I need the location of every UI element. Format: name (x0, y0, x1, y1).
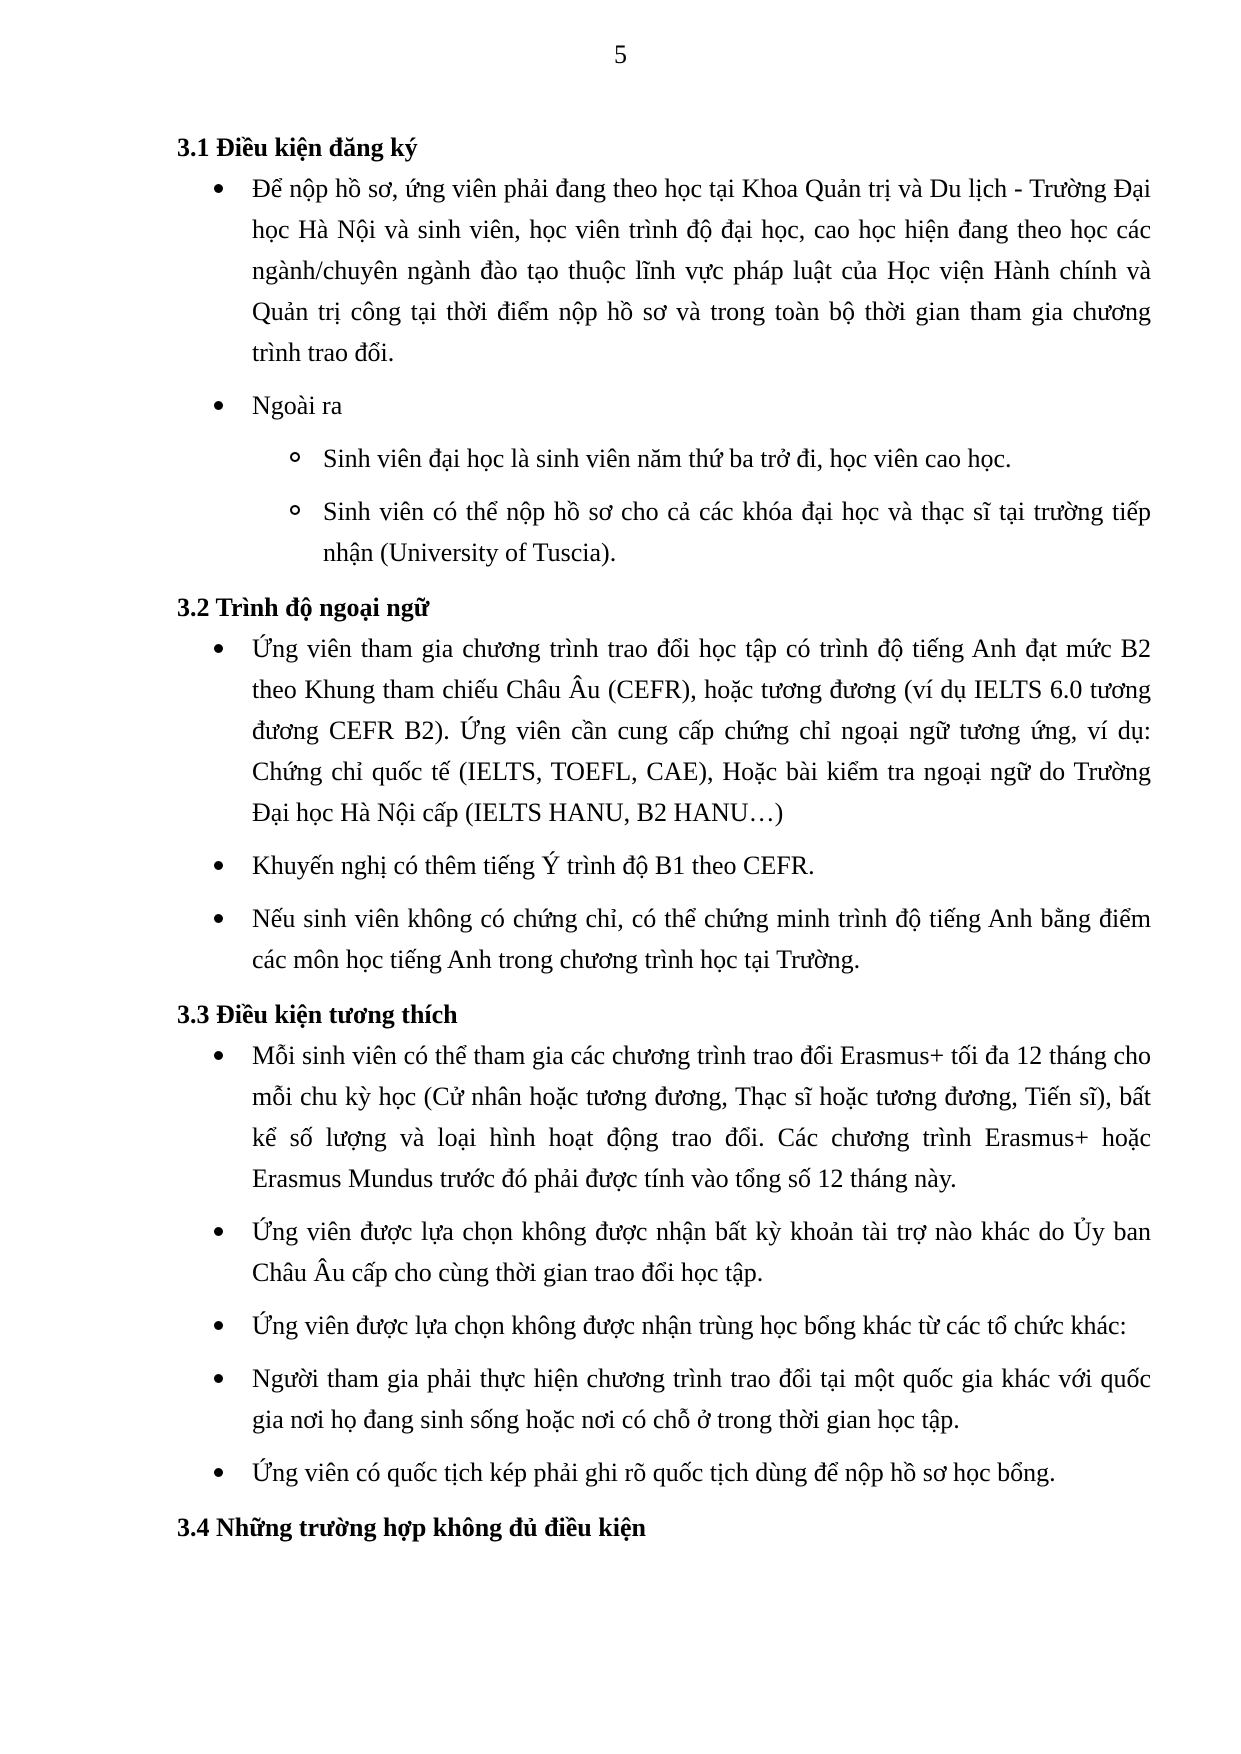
list-item (252, 168, 1151, 373)
page-number: 5 (614, 40, 627, 69)
list-item-text: Mỗi sinh viên có thể tham gia các chương trình trao đổi Erasmus+ tối đa 12 tháng cho mỗi chu kỳ học (Cử nhân hoặc tương đương, Thạc sĩ hoặc tương đương, Tiến sĩ), bất kể số lượng và loại hình hoạt động trao đổi. Các chương trình Erasmus+ hoặc Erasmus Mundus trước đó phải được tính vào tổng số 12 tháng này. (252, 1041, 1151, 1193)
list-item-text: Người tham gia phải thực hiện chương trình trao đổi tại một quốc gia khác với quốc gia nơi họ đang sinh sống hoặc nơi có chỗ ở trong thời gian học tập. (252, 1364, 1151, 1434)
bullet-dot-icon (214, 1051, 223, 1060)
list-item-text: Nếu sinh viên không có chứng chỉ, có thể chứng minh trình độ tiếng Anh bằng điểm các môn học tiếng Anh trong chương trình học tại Trường. (252, 904, 1151, 974)
sub-list-item (323, 491, 1151, 573)
list-item-text: Khuyến nghị có thêm tiếng Ý trình độ B1 theo CEFR. (252, 851, 815, 880)
list-item (252, 898, 1151, 980)
sub-list-item (323, 438, 1151, 479)
bullet-circle-icon (290, 505, 300, 515)
bullet-circle-icon (290, 452, 300, 462)
bullet-dot-icon (214, 1374, 223, 1383)
list-item (252, 628, 1151, 833)
section-heading: 3.4 Những trường hợp không đủ điều kiện (177, 1513, 646, 1542)
bullet-dot-icon (214, 1321, 223, 1330)
bullet-dot-icon (214, 914, 223, 923)
sub-list-item-text: Sinh viên đại học là sinh viên năm thứ ba trở đi, học viên cao học. (323, 444, 1012, 473)
sub-list-item-text: Sinh viên có thể nộp hồ sơ cho cả các khóa đại học và thạc sĩ tại trường tiếp nhận (University of Tuscia). (323, 497, 1151, 567)
list-item (252, 1035, 1151, 1199)
list-item-text: Ứng viên được lựa chọn không được nhận bất kỳ khoản tài trợ nào khác do Ủy ban Châu Âu cấp cho cùng thời gian trao đổi học tập. (252, 1217, 1151, 1287)
bullet-dot-icon (214, 401, 223, 410)
bullet-dot-icon (214, 184, 223, 193)
list-item-text: Ứng viên được lựa chọn không được nhận trùng học bổng khác từ các tổ chức khác: (252, 1311, 1127, 1340)
bullet-dot-icon (214, 644, 223, 653)
list-item-text: Để nộp hồ sơ, ứng viên phải đang theo học tại Khoa Quản trị và Du lịch - Trường Đại học Hà Nội và sinh viên, học viên trình độ đại học, cao học hiện đang theo học các ngành/chuyên ngành đào tạo thuộc lĩnh vực pháp luật của Học viện Hành chính và Quản trị công tại thời điểm nộp hồ sơ và trong toàn bộ thời gian tham gia chương trình trao đổi. (252, 174, 1151, 367)
list-item (252, 1211, 1151, 1293)
list-item-text: Ứng viên tham gia chương trình trao đổi học tập có trình độ tiếng Anh đạt mức B2 theo Khung tham chiếu Châu Âu (CEFR), hoặc tương đương (ví dụ IELTS 6.0 tương đương CEFR B2). Ứng viên cần cung cấp chứng chỉ ngoại ngữ tương ứng, ví dụ: Chứng chỉ quốc tế (IELTS, TOEFL, CAE), Hoặc bài kiểm tra ngoại ngữ do Trường Đại học Hà Nội cấp (IELTS HANU, B2 HANU…) (252, 634, 1151, 827)
list-item-text: Ứng viên có quốc tịch kép phải ghi rõ quốc tịch dùng để nộp hồ sơ học bổng. (252, 1458, 1056, 1487)
list-item (252, 1358, 1151, 1440)
list-item (252, 1452, 1151, 1493)
section-heading: 3.2 Trình độ ngoại ngữ (177, 593, 430, 622)
document-body (0, 127, 1241, 1548)
list-item-text: Ngoài ra (252, 391, 343, 420)
bullet-dot-icon (214, 861, 223, 870)
section-heading: 3.1 Điều kiện đăng ký (177, 133, 418, 162)
section-heading: 3.3 Điều kiện tương thích (177, 1000, 458, 1029)
bullet-dot-icon (214, 1468, 223, 1477)
bullet-dot-icon (214, 1227, 223, 1236)
list-item (252, 845, 1151, 886)
list-item (252, 1305, 1151, 1346)
list-item (252, 385, 1151, 426)
